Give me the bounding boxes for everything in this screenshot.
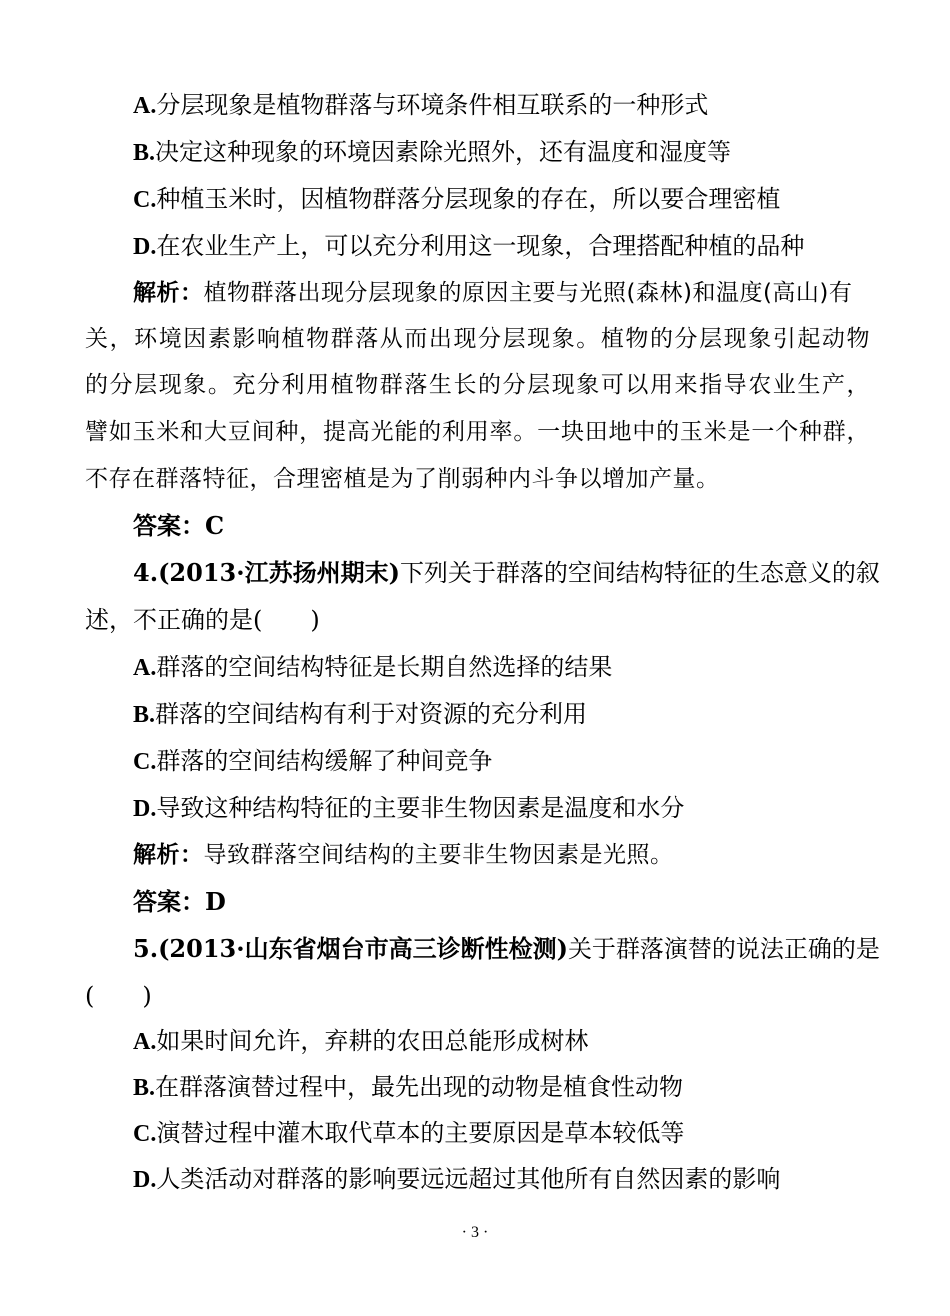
q3-option-c: C.种植玉米时，因植物群落分层现象的存在，所以要合理密植 (133, 185, 781, 213)
q4-option-a: A.群落的空间结构特征是长期自然选择的结果 (133, 653, 613, 681)
q3-analysis-line-2: 关，环境因素影响植物群落从而出现分层现象。植物的分层现象引起动物 (85, 326, 870, 352)
q3-analysis-line-3: 的分层现象。充分利用植物群落生长的分层现象可以用来指导农业生产， (85, 372, 870, 398)
q3-option-b: B.决定这种现象的环境因素除光照外，还有温度和湿度等 (133, 138, 732, 166)
q4-answer: 答案：D (133, 887, 226, 916)
q5-stem-line-1: 5.(2013·山东省烟台市高三诊断性检测)关于群落演替的说法正确的是 (133, 934, 880, 963)
q4-option-d: D.导致这种结构特征的主要非生物因素是温度和水分 (133, 794, 685, 822)
q4-analysis: 解析：导致群落空间结构的主要非生物因素是光照。 (133, 842, 674, 868)
q4-stem-line-1: 4.(2013·江苏扬州期末)下列关于群落的空间结构特征的生态意义的叙 (133, 558, 880, 587)
question-source: (2013·江苏扬州期末) (158, 558, 400, 587)
q3-answer: 答案：C (133, 511, 225, 540)
q3-analysis-line-5: 不存在群落特征，合理密植是为了削弱种内斗争以增加产量。 (85, 466, 720, 492)
q4-option-b: B.群落的空间结构有利于对资源的充分利用 (133, 700, 588, 728)
question-number: 4. (133, 558, 159, 587)
q3-analysis-line-4: 譬如玉米和大豆间种，提高光能的利用率。一块田地中的玉米是一个种群， (85, 419, 870, 445)
q5-option-d: D.人类活动对群落的影响要远远超过其他所有自然因素的影响 (133, 1165, 781, 1193)
q3-option-d: D.在农业生产上，可以充分利用这一现象，合理搭配种植的品种 (133, 232, 805, 260)
question-source: (2013·山东省烟台市高三诊断性检测) (158, 934, 568, 963)
q4-stem-line-2: 述，不正确的是( ) (85, 606, 320, 634)
q5-option-a: A.如果时间允许，弃耕的农田总能形成树林 (133, 1027, 589, 1055)
q3-analysis-line-1: 解析：植物群落出现分层现象的原因主要与光照(森林)和温度(高山)有 (133, 280, 853, 306)
q4-option-c: C.群落的空间结构缓解了种间竞争 (133, 747, 493, 775)
q3-option-a: A.分层现象是植物群落与环境条件相互联系的一种形式 (133, 91, 709, 119)
q5-option-c: C.演替过程中灌木取代草本的主要原因是草本较低等 (133, 1119, 685, 1147)
q5-option-b: B.在群落演替过程中，最先出现的动物是植食性动物 (133, 1073, 684, 1101)
page-number: · 3 · (461, 1224, 489, 1241)
analysis-label: 解析： (133, 842, 204, 868)
analysis-label: 解析： (133, 280, 204, 306)
q5-stem-line-2: ( ) (85, 982, 152, 1010)
question-number: 5. (133, 934, 159, 963)
